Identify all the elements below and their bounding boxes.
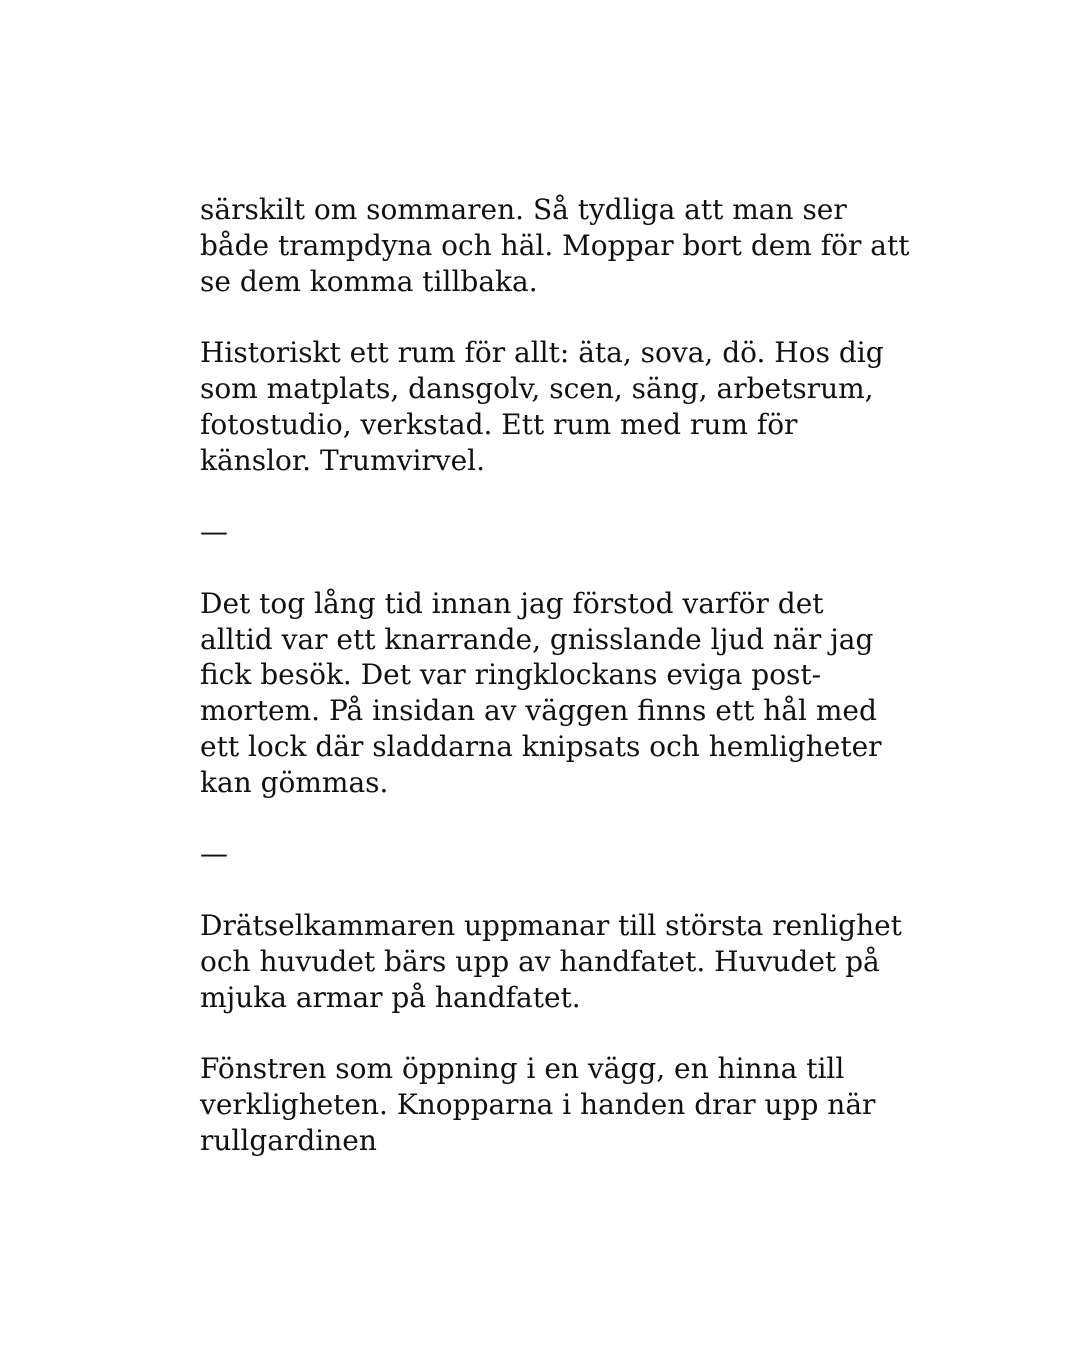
text-line: kan gömmas. [200,765,389,799]
text-line: Drätselkammaren uppmanar till största renlighet [200,908,902,942]
text-line: Historiskt ett rum för allt: äta, sova, dö. Hos dig [200,336,884,370]
text-line: rullgardinen [200,1123,377,1157]
paragraph-4 [200,908,900,1015]
paragraph-3 [200,586,900,801]
paragraph-gap [200,299,900,335]
text-line: och huvudet bärs upp av handfatet. Huvudet på [200,944,880,978]
text-line: se dem komma tillbaka. [200,264,538,298]
separator-dash: — [200,515,228,549]
text-line: Det tog lång tid innan jag förstod varför det [200,586,824,620]
text-line: känslor. Trumvirvel. [200,443,486,477]
paragraph-5 [200,1051,900,1158]
paragraph-2 [200,335,900,478]
text-line: både trampdyna och häl. Moppar bort dem för att [200,228,910,262]
paragraph-gap [200,1015,900,1051]
separator-dash: — [200,837,228,871]
paragraph-gap [200,478,900,514]
text-line: Fönstren som öppning i en vägg, en hinna till [200,1052,845,1086]
paragraph-gap [200,872,900,908]
text-line: mjuka armar på handfatet. [200,980,581,1014]
text-line: fotostudio, verkstad. Ett rum med rum för [200,407,798,441]
paragraph-gap [200,801,900,837]
text-line: verkligheten. Knopparna i handen drar upp när [200,1087,876,1121]
text-line: ett lock där sladdarna knipsats och hemligheter [200,729,882,763]
document-page [200,192,910,1159]
paragraph-gap [200,550,900,586]
text-line: särskilt om sommaren. Så tydliga att man ser [200,193,847,226]
text-line: mortem. På insidan av väggen finns ett hål med [200,694,877,728]
text-line: alltid var ett knarrande, gnisslande ljud när jag [200,622,874,656]
paragraph-1 [200,192,910,299]
text-line: som matplats, dansgolv, scen, säng, arbetsrum, [200,371,874,405]
section-separator [200,836,900,872]
text-line: fick besök. Det var ringklockans eviga post- [200,658,822,692]
section-separator [200,514,900,550]
